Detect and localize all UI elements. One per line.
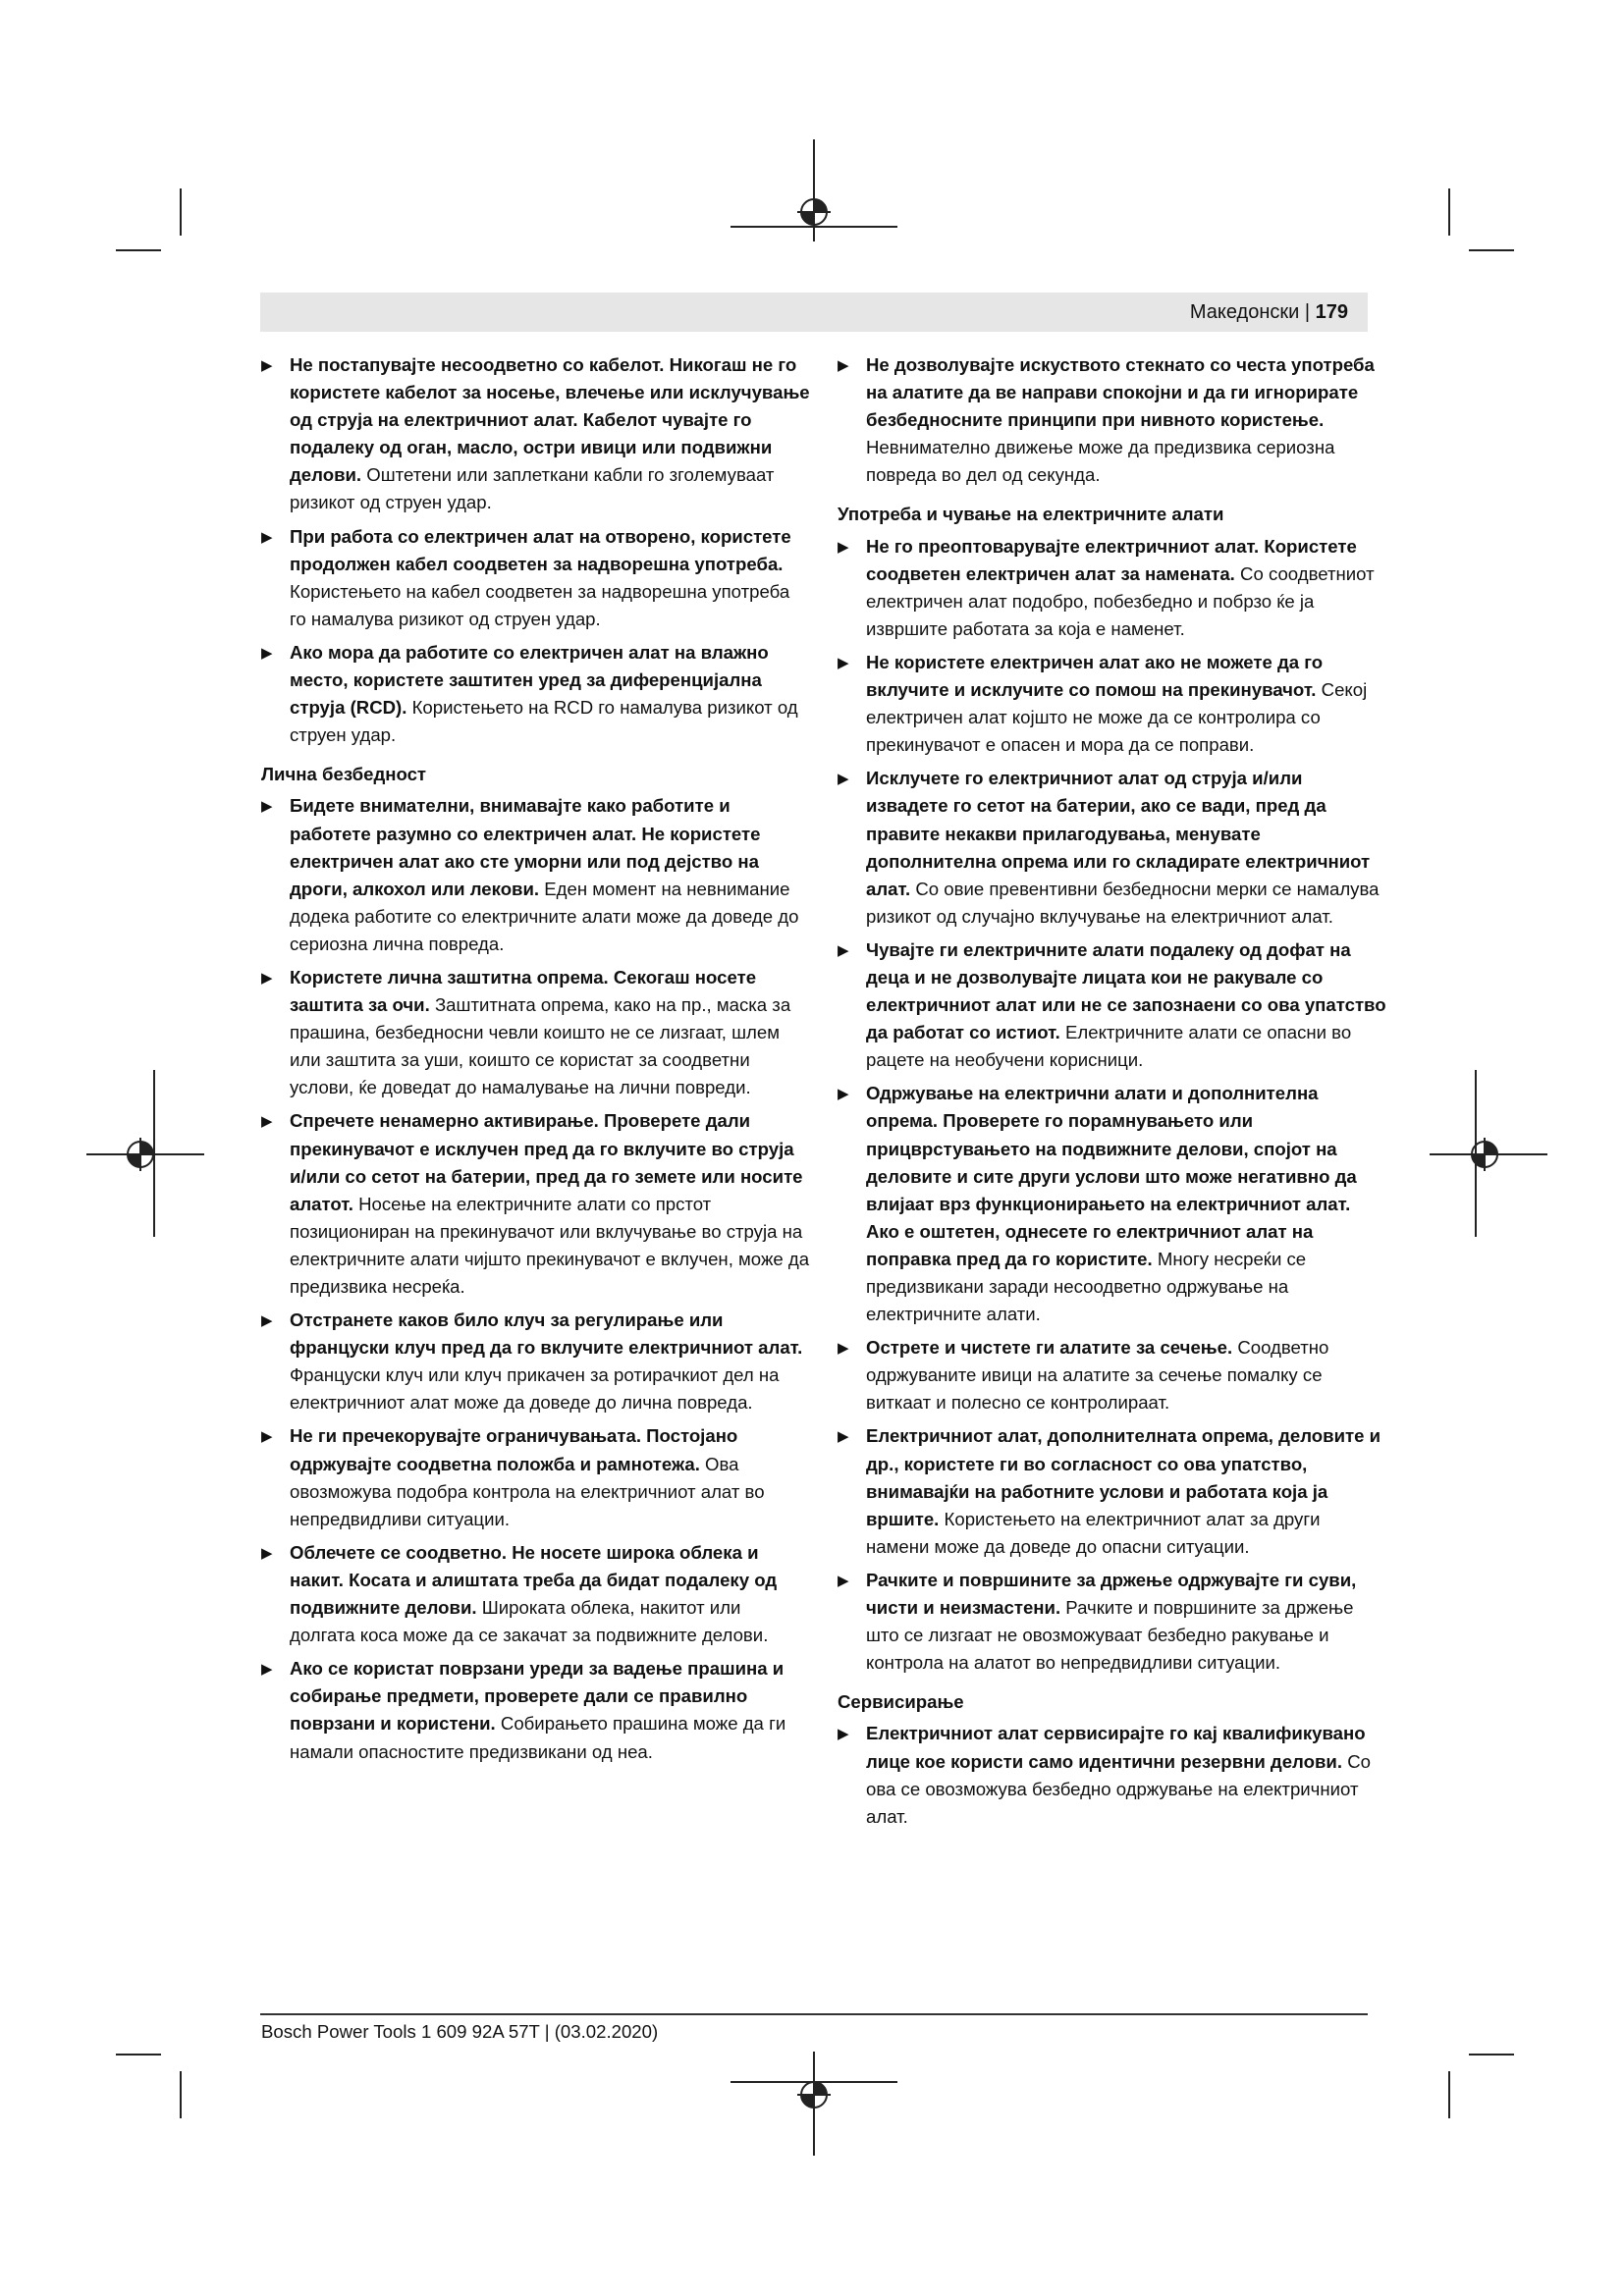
page-header xyxy=(260,293,1368,332)
right-column xyxy=(838,351,1387,1837)
item-bold-text: Отстранете каков било клуч за регулирање или француски клуч пред да го вклучите електричниот алат. xyxy=(290,1309,803,1359)
bullet-triangle-icon: ▶ xyxy=(261,1544,273,1562)
bullet-triangle-icon: ▶ xyxy=(261,1113,273,1131)
item-bold-text: Електричниот алат сервисирајте го кај квалификувано лице кое користи само идентични резервни делови. xyxy=(866,1723,1366,1772)
header-separator: | xyxy=(1304,301,1311,323)
list-item xyxy=(838,765,1387,931)
header-text xyxy=(1190,300,1348,324)
item-bold-text: Не користете електричен алат ако не можете да го вклучите и исклучите со помош на прекинувачот. xyxy=(866,651,1324,701)
list-item xyxy=(838,533,1387,643)
item-text: Носење на електричните алати со прстот позициониран на прекинувачот или вклучување во струја на електричните алати чијшто прекинувачот е вклучен, може да предизвика несреќа. xyxy=(290,1193,810,1297)
item-bold-text: Ако мора да работите со електричен алат на влажно место, користете заштитен уред за диференцијална струја (RCD). xyxy=(290,641,769,719)
list-item xyxy=(261,792,811,958)
bullet-triangle-icon: ▶ xyxy=(838,1340,849,1358)
footer-rule xyxy=(260,2013,1368,2015)
item-bold-text: Користете лична заштитна опрема. Секогаш носете заштита за очи. xyxy=(290,966,757,1016)
item-text: Користењето на електричниот алат за други намени може да доведе до опасни ситуации. xyxy=(866,1508,1321,1557)
item-bold-text: Чувајте ги електричните алати подалеку од дофат на деца и не дозволувајте лицата кои не ракувале со електричниот алат или не се запознаени со ова упатство да работат со истиот. xyxy=(866,938,1386,1043)
item-text: Со ова се овозможува безбедно одржување на електричниот алат. xyxy=(866,1750,1371,1827)
item-text: Многу несреќи се предизвикани заради несоодветно одржување на електричните алати. xyxy=(866,1248,1307,1325)
crop-mark xyxy=(180,188,182,236)
bullet-triangle-icon: ▶ xyxy=(261,357,273,374)
list-item xyxy=(261,1539,811,1649)
bullet-triangle-icon: ▶ xyxy=(261,528,273,546)
item-bold-text: Не дозволувајте искуството стекнато со честа употреба на алатите да ве направи спокојни и да ги игнорирате безбедносните принципи при нивното користење. xyxy=(866,354,1375,431)
bullet-triangle-icon: ▶ xyxy=(261,1428,273,1446)
list-item xyxy=(838,649,1387,759)
crop-mark xyxy=(1448,188,1450,236)
item-text: Со овие превентивни безбедносни мерки се намалува ризикот од случајно вклучување на електричниот алат. xyxy=(866,878,1380,927)
footer-text: Bosch Power Tools 1 609 92A 57T | (03.02.2020) xyxy=(261,2021,659,2042)
bullet-triangle-icon: ▶ xyxy=(838,941,849,959)
item-text: Широката облека, накитот или долгата коса може да се закачат за подвижните делови. xyxy=(290,1597,769,1646)
item-bold-text: Исклучете го електричниот алат од струја и/или извадете го сетот на батерии, ако се вади, пред да правите некакви прилагодувања, менувате дополнителна опрема или го складирате електричниот алат. xyxy=(866,768,1371,899)
bullet-triangle-icon: ▶ xyxy=(261,969,273,987)
list-item xyxy=(838,1720,1387,1830)
item-bold-text: Острете и чистете ги алатите за сечење. xyxy=(866,1337,1233,1359)
item-text: Рачките и површините за држење што се лизгаат не овозможуваат безбедно ракување и контрола на алатот во непредвидливи ситуации. xyxy=(866,1597,1354,1674)
list-item xyxy=(838,1080,1387,1328)
item-bold-text: Одржување на електрични алати и дополнителна опрема. Проверете го порамнувањето или прицврстувањето на подвижните делови, спојот на деловите и сите други услови што може негативно да влијаат врз функционирањето на електричниот алат. Ако е оштетен, однесете го електричниот алат на поправка пред да го користите. xyxy=(866,1083,1357,1269)
crop-mark xyxy=(116,2054,161,2056)
registration-mark-icon xyxy=(797,195,831,229)
item-bold-text: Не постапувајте несоодветно со кабелот. Никогаш не го користете кабелот за носење, влечење или исклучување од струја на електричниот алат. Кабелот чувајте го подалеку од оган, масло, остри ивици или подвижни делови. xyxy=(290,354,810,486)
item-text: Невнимателно движење може да предизвика сериозна повреда во дел од секунда. xyxy=(866,437,1335,486)
list-item xyxy=(838,1422,1387,1560)
item-bold-text: Спречете ненамерно активирање. Проверете дали прекинувачот е исклучен пред да го вклучите во струја и/или со сетот на батерии, пред да го земете или носите алатот. xyxy=(290,1110,803,1214)
bullet-triangle-icon: ▶ xyxy=(838,771,849,788)
page-number: 179 xyxy=(1315,301,1348,323)
item-text: Ова овозможува подобра контрола на електричниот алат во непредвидливи ситуации. xyxy=(290,1453,765,1529)
item-bold-text: Облечете се соодветно. Не носете широка облека и накит. Косата и алиштата треба да бидат подалеку од подвижните делови. xyxy=(290,1541,778,1619)
list-item xyxy=(261,964,811,1101)
item-text: Секој електричен алат којшто не може да се контролира со прекинувачот е опасен и мора да се поправи. xyxy=(866,679,1368,756)
section-heading: Сервисирање xyxy=(838,1691,964,1713)
item-text: Електричните алати се опасни во рацете на необучени корисници. xyxy=(866,1022,1352,1071)
left-column xyxy=(261,351,811,1772)
bullet-triangle-icon: ▶ xyxy=(838,1726,849,1743)
item-bold-text: Не го преоптоварувајте електричниот алат. Користете соодветен електричен алат за намената. xyxy=(866,535,1357,584)
item-text: Користењето на кабел соодветен за надворешна употреба го намалува ризикот од струен удар. xyxy=(290,580,790,629)
list-item xyxy=(261,1655,811,1765)
bullet-triangle-icon: ▶ xyxy=(261,798,273,816)
header-language: Македонски xyxy=(1189,301,1300,323)
registration-mark-icon xyxy=(1468,1138,1501,1171)
crop-mark xyxy=(1469,249,1514,251)
crop-mark xyxy=(1448,2071,1450,2118)
item-bold-text: Не ги пречекорувајте ограничувањата. Постојано одржувајте соодветна положба и рамнотежа. xyxy=(290,1425,738,1474)
item-text: Заштитната опрема, како на пр., маска за прашина, безбедносни чевли коишто не се лизгаат, шлем или заштита за уши, коишто се користат за соодветни услови, ќе доведат до намалување на лични повреди. xyxy=(290,994,791,1098)
list-item xyxy=(261,523,811,633)
item-text: Користењето на RCD го намалува ризикот од струен удар. xyxy=(290,697,798,746)
list-item xyxy=(261,639,811,749)
list-item xyxy=(261,351,811,517)
list-item xyxy=(838,351,1387,489)
registration-mark-icon xyxy=(124,1138,157,1171)
item-text: Собирањето прашина може да ги намали опасностите предизвикани од неа. xyxy=(290,1713,786,1762)
bullet-triangle-icon: ▶ xyxy=(838,1572,849,1589)
bullet-triangle-icon: ▶ xyxy=(838,357,849,374)
bullet-triangle-icon: ▶ xyxy=(838,1086,849,1103)
list-item xyxy=(838,936,1387,1074)
bullet-triangle-icon: ▶ xyxy=(838,538,849,556)
section-heading: Употреба и чување на електричните алати xyxy=(838,504,1224,525)
bullet-triangle-icon: ▶ xyxy=(261,644,273,662)
item-text: Француски клуч или клуч прикачен за ротирачкиот дел на електричниот алат може да доведе до лична повреда. xyxy=(290,1364,780,1414)
registration-mark-icon xyxy=(797,2078,831,2111)
item-bold-text: Електричниот алат, дополнителната опрема, деловите и др., користете ги во согласност со ова упатство, внимавајќи на работните услови и работата која ја вршите. xyxy=(866,1425,1381,1529)
item-text: Еден момент на невнимание додека работите со електричните алати може да доведе до сериозна лична повреда. xyxy=(290,878,799,954)
bullet-triangle-icon: ▶ xyxy=(838,654,849,671)
item-bold-text: Бидете внимателни, внимавајте како работите и работете разумно со електричен алат. Не користете електричен алат ако сте уморни или под дејство на дроги, алкохол или лекови. xyxy=(290,795,761,899)
item-bold-text: При работа со електричен алат на отворено, користете продолжен кабел соодветен за надворешна употреба. xyxy=(290,525,791,574)
list-item xyxy=(261,1422,811,1532)
item-text: Соодветно одржуваните ивици на алатите за сечење помалку се виткаат и полесно се контролираат. xyxy=(866,1337,1329,1414)
list-item xyxy=(261,1307,811,1416)
crop-mark xyxy=(116,249,161,251)
item-bold-text: Рачките и површините за држење одржувајте ги суви, чисти и неизмастени. xyxy=(866,1569,1357,1619)
list-item xyxy=(838,1567,1387,1677)
list-item xyxy=(838,1334,1387,1416)
bullet-triangle-icon: ▶ xyxy=(261,1312,273,1330)
bullet-triangle-icon: ▶ xyxy=(838,1428,849,1446)
item-bold-text: Ако се користат поврзани уреди за вадење прашина и собирање предмети, проверете дали се правилно поврзани и користени. xyxy=(290,1658,785,1735)
item-text: Оштетени или заплеткани кабли го зголемуваат ризикот од струен удар. xyxy=(290,464,775,513)
crop-mark xyxy=(1469,2054,1514,2056)
section-heading: Лична безбедност xyxy=(261,764,427,785)
crop-mark xyxy=(180,2071,182,2118)
item-text: Со соодветниот електричен алат подобро, побезбедно и побрзо ќе ја извршите работата за која е наменет. xyxy=(866,562,1375,639)
bullet-triangle-icon: ▶ xyxy=(261,1661,273,1679)
list-item xyxy=(261,1107,811,1301)
